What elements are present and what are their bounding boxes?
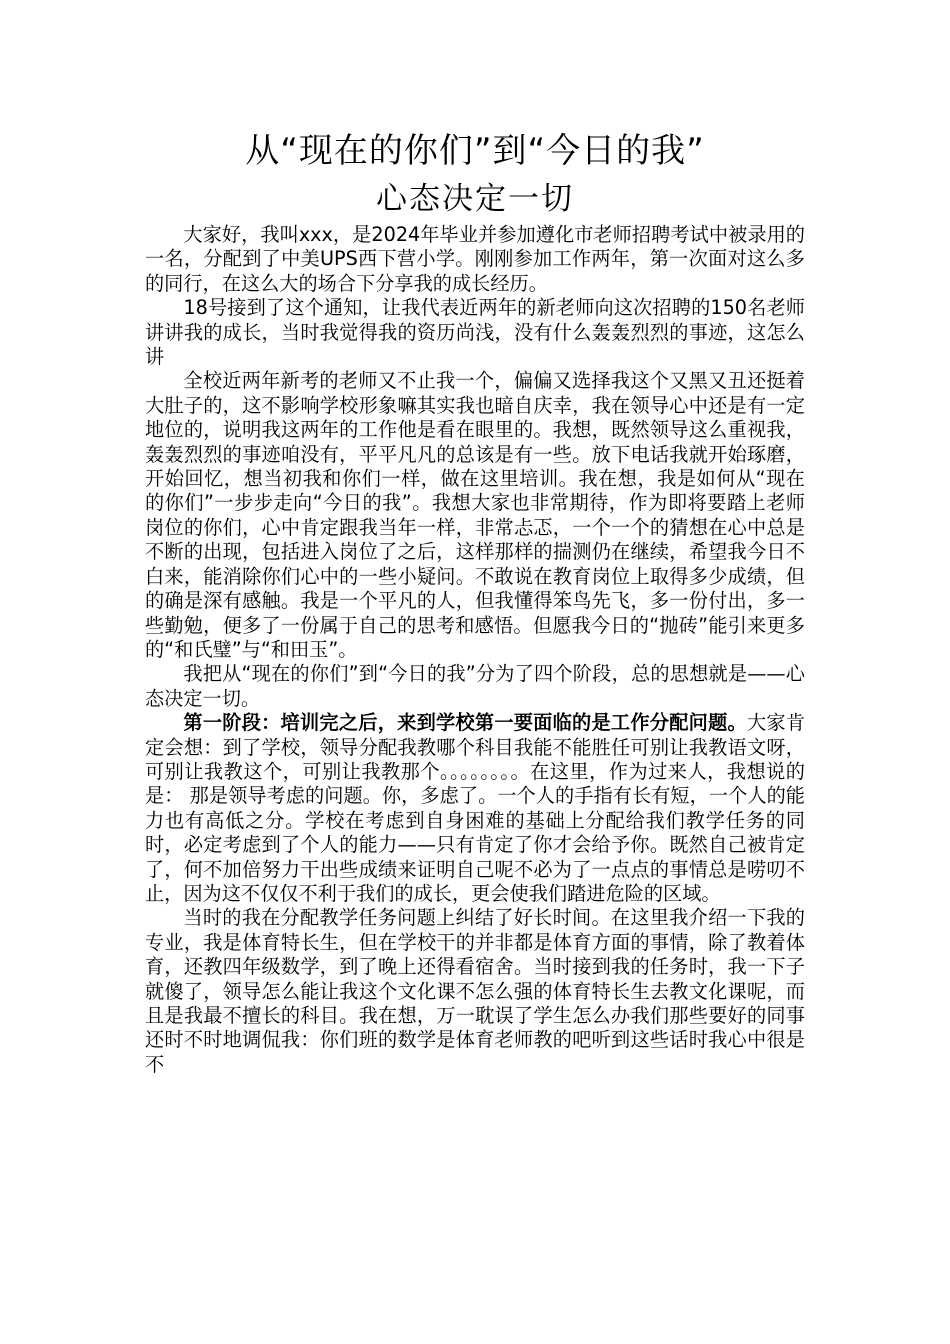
document-title: 从“现在的你们”到“今日的我”: [245, 131, 705, 171]
paragraph-stage-one: [145, 711, 805, 906]
paragraph-stages-overview: [145, 662, 805, 711]
stage-one-heading: 第一阶段：培训完之后，来到学校第一要面临的是工作分配问题。: [183, 711, 747, 735]
paragraph-text: 18号接到了这个通知，让我代表近两年的新老师向这次招聘的150名老师讲讲我的成长，当时我觉得我的资历尚浅，没有什么轰轰烈烈的事迹，这怎么讲: [145, 296, 805, 369]
paragraph-intro: [145, 223, 805, 296]
document-page: [145, 125, 805, 1077]
paragraph-personal-story: [145, 906, 805, 1077]
paragraph-text: 大家好，我叫xxx，是2024年毕业并参加遵化市老师招聘考试中被录用的一名，分配到了中美UPS西下营小学。刚刚参加工作两年，第一次面对这么多的同行，在这么大的场合下分享我的成长经历。: [145, 223, 805, 295]
paragraph-text: 大家肯定会想：到了学校，领导分配我教哪个科目我能不能胜任可别让我教语文呀，可别让我教这个，可别让我教那个。。。。。。。。在这里，作为过来人，我想说的是： 那是领导考虑的问题。你，多虑了。一个人的手指有长有短，一个人的能力也有高低之分。学校在考虑到自身困难的基础上分配给我们教学任务的同时，必定考虑到了个人的能力——只有肯定了你才会给予你。既然自己被肯定了，何不加倍努力干出些成绩来证明自己呢不必为了一点点的事情总是唠叨不止，因为这不仅仅不利于我们的成长，更会使我们踏进危险的区域。: [145, 711, 806, 905]
paragraph-text: 当时的我在分配教学任务问题上纠结了好长时间。在这里我介绍一下我的专业，我是体育特长生，但在学校干的并非都是体育方面的事情，除了教着体育，还教四年级数学，到了晚上还得看宿舍。当时接到我的任务时，我一下子就傻了，领导怎么能让我这个文化课不怎么强的体育特长生去教文化课呢，而且是我最不擅长的科目。我在想，万一耽误了学生怎么办我们那些要好的同事还时不时地调侃我：你们班的数学是体育老师教的吧听到这些话时我心中很是不: [145, 906, 805, 1076]
paragraph-reflection: [145, 369, 805, 662]
paragraph-text: 全校近两年新考的老师又不止我一个，偏偏又选择我这个又黑又丑还挺着大肚子的，这不影响学校形象嘛其实我也暗自庆幸，我在领导心中还是有一定地位的，说明我这两年的工作他是看在眼里的。我想，既然领导这么重视我，轰轰烈烈的事迹咱没有，平平凡凡的总该是有一些。放下电话我就开始琢磨，开始回忆，想当初我和你们一样，做在这里培训。我在想，我是如何从“现在的你们”一步步走向“今日的我”。我想大家也非常期待，作为即将要踏上老师岗位的你们，心中肯定跟我当年一样，非常忐忑，一个一个的猜想在心中总是不断的出现，包括进入岗位了之后，这样那样的揣测仍在继续，希望我今日不白来，能消除你们心中的一些小疑问。不敢说在教育岗位上取得多少成绩，但的确是深有感触。我是一个平凡的人，但我懂得笨鸟先飞，多一份付出，多一些勤勉，便多了一份属于自己的思考和感悟。但愿我今日的“抛砖”能引来更多的“和氏璧”与“和田玉”。: [145, 369, 805, 661]
document-subtitle: 心态决定一切: [376, 181, 574, 217]
paragraph-text: 我把从“现在的你们”到“今日的我”分为了四个阶段，总的思想就是——心态决定一切。: [145, 662, 805, 710]
paragraph-notice: [145, 296, 805, 369]
